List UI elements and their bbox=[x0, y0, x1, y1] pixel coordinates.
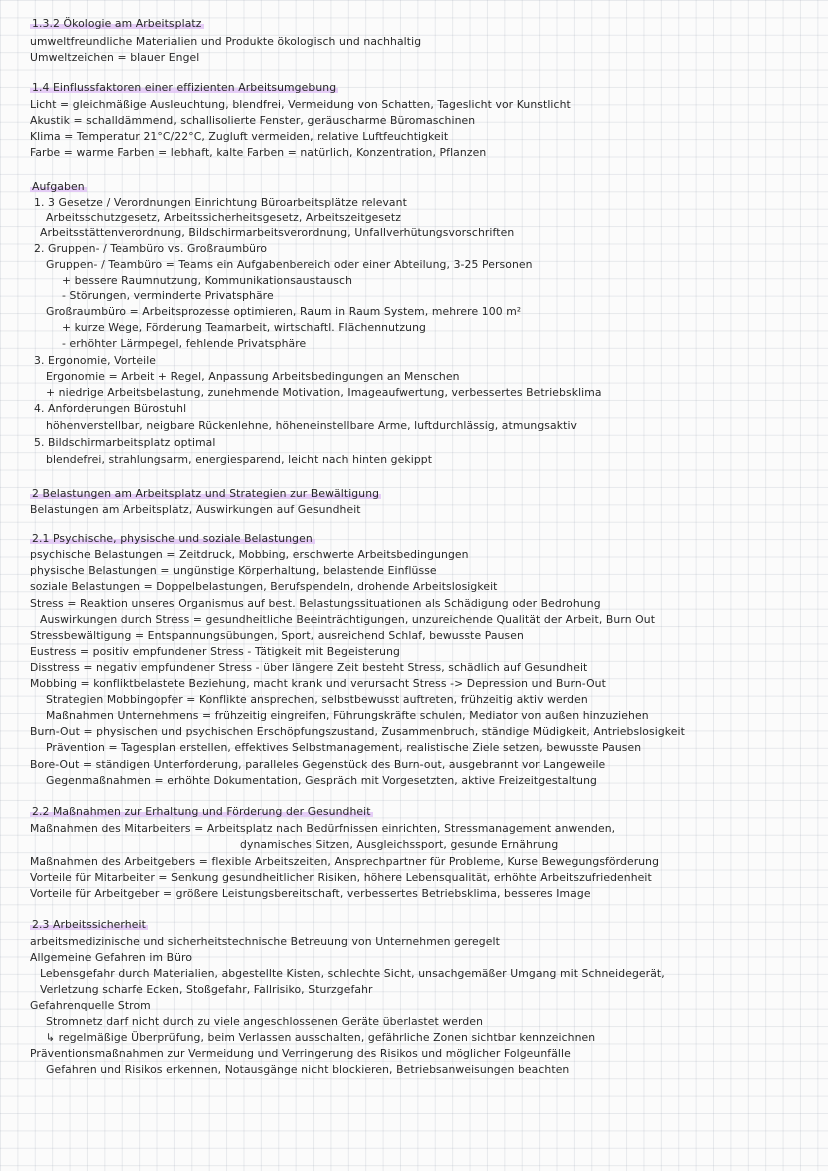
task-line: 1. 3 Gesetze / Verordnungen Einrichtung Büroarbeitsplätze relevant bbox=[34, 196, 407, 209]
note-line: Licht = gleichmäßige Ausleuchtung, blendfrei, Vermeidung von Schatten, Tageslicht vor Kunstlicht bbox=[30, 98, 571, 111]
note-line: Prävention = Tagesplan erstellen, effektives Selbstmanagement, realistische Ziele setzen, bewusste Pausen bbox=[46, 741, 642, 754]
note-line: Akustik = schalldämmend, schallisolierte Fenster, geräuscharme Büromaschinen bbox=[30, 114, 476, 127]
task-line: 4. Anforderungen Bürostuhl bbox=[34, 402, 187, 415]
task-line: - erhöhter Lärmpegel, fehlende Privatsphäre bbox=[62, 337, 307, 350]
note-line: Klima = Temperatur 21°C/22°C, Zugluft vermeiden, relative Luftfeuchtigkeit bbox=[30, 130, 449, 143]
section-heading-2-2 bbox=[30, 805, 373, 819]
note-line: Mobbing = konfliktbelastete Beziehung, macht krank und verursacht Stress -> Depression und Burn-Out bbox=[30, 677, 606, 690]
note-line: Präventionsmaßnahmen zur Vermeidung und Verringerung des Risikos und möglicher Folgeunfälle bbox=[30, 1047, 571, 1060]
section-heading-aufgaben bbox=[30, 180, 87, 194]
task-line: + kurze Wege, Förderung Teamarbeit, wirtschaftl. Flächennutzung bbox=[62, 321, 426, 334]
note-line: psychische Belastungen = Zeitdruck, Mobbing, erschwerte Arbeitsbedingungen bbox=[30, 548, 469, 561]
task-line: 3. Ergonomie, Vorteile bbox=[34, 354, 157, 367]
heading-highlight: 2.2 Maßnahmen zur Erhaltung und Förderung der Gesundheit bbox=[32, 805, 371, 818]
task-line: Arbeitsschutzgesetz, Arbeitssicherheitsgesetz, Arbeitszeitgesetz bbox=[46, 211, 401, 224]
task-line: Ergonomie = Arbeit + Regel, Anpassung Arbeitsbedingungen an Menschen bbox=[46, 370, 460, 383]
note-line: ↳ regelmäßige Überprüfung, beim Verlassen ausschalten, gefährliche Zonen sichtbar kennzeichnen bbox=[46, 1031, 596, 1044]
note-line: Umweltzeichen = blauer Engel bbox=[30, 51, 200, 64]
task-line: 5. Bildschirmarbeitsplatz optimal bbox=[34, 436, 216, 449]
note-line: Lebensgefahr durch Materialien, abgestellte Kisten, schlechte Sicht, unsachgemäßer Umgang mit Schneidegerät, bbox=[40, 967, 665, 980]
heading-highlight: 1.4 Einflussfaktoren einer effizienten Arbeitsumgebung bbox=[32, 81, 337, 94]
heading-highlight: 1.3.2 Ökologie am Arbeitsplatz bbox=[32, 17, 202, 30]
heading-highlight: 2.1 Psychische, physische und soziale Belastungen bbox=[32, 532, 313, 545]
heading-highlight: 2 Belastungen am Arbeitsplatz und Strategien zur Bewältigung bbox=[32, 487, 380, 500]
note-line: soziale Belastungen = Doppelbelastungen, Berufspendeln, drohende Arbeitslosigkeit bbox=[30, 580, 498, 593]
note-line: Disstress = negativ empfundener Stress - über längere Zeit besteht Stress, schädlich auf Gesundheit bbox=[30, 661, 588, 674]
note-line: Burn-Out = physischen und psychischen Erschöpfungszustand, Zusammenbruch, ständige Müdigkeit, Antriebslosigkeit bbox=[30, 725, 685, 738]
task-line: - Störungen, verminderte Privatsphäre bbox=[62, 289, 274, 302]
task-line: + bessere Raumnutzung, Kommunikationsaustausch bbox=[62, 274, 353, 287]
note-line: Vorteile für Arbeitgeber = größere Leistungsbereitschaft, verbessertes Betriebsklima, besseres Image bbox=[30, 887, 591, 900]
note-line: Eustress = positiv empfundener Stress - Tätigkeit mit Begeisterung bbox=[30, 645, 400, 658]
note-line: Bore-Out = ständigen Unterforderung, paralleles Gegenstück des Burn-out, ausgebrannt vor Langeweile bbox=[30, 758, 606, 771]
note-line: Stressbewältigung = Entspannungsübungen, Sport, ausreichend Schlaf, bewusste Pausen bbox=[30, 629, 524, 642]
section-heading-2-1 bbox=[30, 532, 315, 546]
task-line: höhenverstellbar, neigbare Rückenlehne, höheneinstellbare Arme, luftdurchlässig, atmungsaktiv bbox=[46, 419, 578, 432]
note-line: arbeitsmedizinische und sicherheitstechnische Betreuung von Unternehmen geregelt bbox=[30, 935, 500, 948]
note-line: Maßnahmen des Mitarbeiters = Arbeitsplatz nach Bedürfnissen einrichten, Stressmanagement anwenden, bbox=[30, 822, 616, 835]
note-line: Stromnetz darf nicht durch zu viele angeschlossenen Geräte überlastet werden bbox=[46, 1015, 484, 1028]
note-line: Verletzung scharfe Ecken, Stoßgefahr, Fallrisiko, Sturzgefahr bbox=[40, 983, 373, 996]
section-heading-1-4 bbox=[30, 81, 338, 95]
section-heading-2 bbox=[30, 487, 381, 501]
note-line: Gefahrenquelle Strom bbox=[30, 999, 151, 1012]
note-line: Gefahren und Risikos erkennen, Notausgänge nicht blockieren, Betriebsanweisungen beachten bbox=[46, 1063, 570, 1076]
note-line: Stress = Reaktion unseres Organismus auf best. Belastungssituationen als Schädigung oder Bedrohung bbox=[30, 597, 601, 610]
note-line: Auswirkungen durch Stress = gesundheitliche Beeinträchtigungen, unzureichende Qualität der Arbeit, Burn Out bbox=[40, 613, 656, 626]
note-line: Farbe = warme Farben = lebhaft, kalte Farben = natürlich, Konzentration, Pflanzen bbox=[30, 146, 487, 159]
task-line: 2. Gruppen- / Teambüro vs. Großraumbüro bbox=[34, 242, 268, 255]
note-line: dynamisches Sitzen, Ausgleichssport, gesunde Ernährung bbox=[240, 838, 559, 851]
note-line: Maßnahmen des Arbeitgebers = flexible Arbeitszeiten, Ansprechpartner für Probleme, Kurse Bewegungsförderung bbox=[30, 855, 660, 868]
note-line: umweltfreundliche Materialien und Produkte ökologisch und nachhaltig bbox=[30, 35, 422, 48]
section-heading-2-3 bbox=[30, 918, 148, 932]
note-line: Belastungen am Arbeitsplatz, Auswirkungen auf Gesundheit bbox=[30, 503, 361, 516]
task-line: Großraumbüro = Arbeitsprozesse optimieren, Raum in Raum System, mehrere 100 m² bbox=[46, 305, 522, 318]
note-line: Maßnahmen Unternehmens = frühzeitig eingreifen, Führungskräfte schulen, Mediator von außen hinzuziehen bbox=[46, 709, 649, 722]
note-line: Vorteile für Mitarbeiter = Senkung gesundheitlicher Risiken, höhere Lebensqualität, erhöhte Arbeitszufriedenheit bbox=[30, 871, 652, 884]
heading-highlight: 2.3 Arbeitssicherheit bbox=[32, 918, 146, 931]
note-line: physische Belastungen = ungünstige Körperhaltung, belastende Einflüsse bbox=[30, 564, 437, 577]
heading-highlight: Aufgaben bbox=[32, 180, 85, 193]
section-heading-1-3-2 bbox=[30, 17, 204, 31]
note-line: Allgemeine Gefahren im Büro bbox=[30, 951, 193, 964]
task-line: Gruppen- / Teambüro = Teams ein Aufgabenbereich oder einer Abteilung, 3-25 Personen bbox=[46, 258, 533, 271]
note-line: Gegenmaßnahmen = erhöhte Dokumentation, Gespräch mit Vorgesetzten, aktive Freizeitgestaltung bbox=[46, 774, 597, 787]
task-line: Arbeitsstättenverordnung, Bildschirmarbeitsverordnung, Unfallverhütungsvorschriften bbox=[40, 226, 515, 239]
task-line: blendefrei, strahlungsarm, energiesparend, leicht nach hinten gekippt bbox=[46, 453, 433, 466]
task-line: + niedrige Arbeitsbelastung, zunehmende Motivation, Imageaufwertung, verbessertes Betriebsklima bbox=[46, 386, 602, 399]
note-line: Strategien Mobbingopfer = Konflikte ansprechen, selbstbewusst auftreten, frühzeitig aktiv werden bbox=[46, 693, 588, 706]
